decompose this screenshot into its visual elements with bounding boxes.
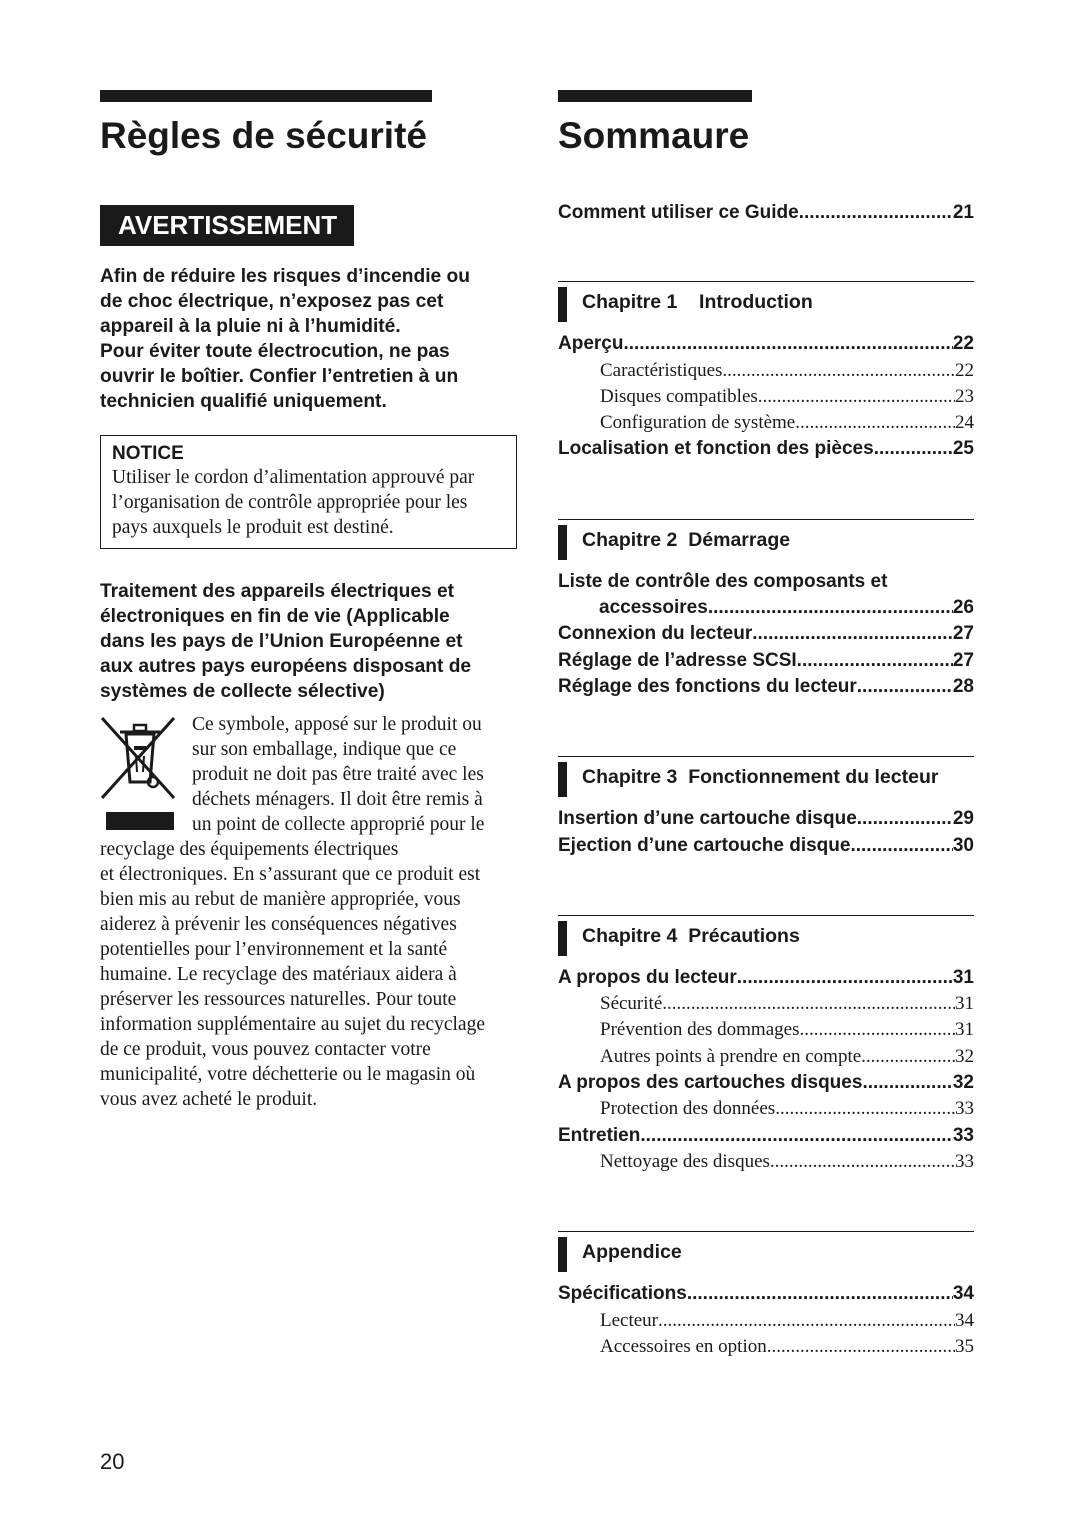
chapter-heading	[558, 281, 974, 323]
toc-subentry[interactable]: Sécurité ..... 31	[558, 991, 974, 1017]
chapter-marker	[558, 921, 567, 956]
toc-subentry[interactable]: Prévention des dommages ..... 31	[558, 1017, 974, 1043]
toc-entry[interactable]: Comment utiliser ce Guide ..... 21	[558, 200, 974, 226]
toc-entry[interactable]: Aperçu ..... 22	[558, 331, 974, 357]
chapter-title: Chapitre 1 Introduction	[582, 291, 813, 314]
chapter-marker	[558, 287, 567, 322]
toc-entry[interactable]: A propos des cartouches disques ..... 32	[558, 1070, 974, 1096]
toc-entry[interactable]: Liste de contrôle des composants et	[558, 570, 888, 592]
page-number: 20	[100, 1449, 125, 1474]
toc-entry[interactable]: A propos du lecteur ..... 31	[558, 965, 974, 991]
heading-rule	[100, 90, 432, 102]
toc-entry[interactable]: Ejection d’une cartouche disque ..... 30	[558, 833, 974, 859]
chapter-block	[558, 1231, 974, 1360]
chapter-title: Appendice	[582, 1241, 682, 1264]
chapter-marker	[558, 1237, 567, 1272]
toc-entry[interactable]: Localisation et fonction des pièces ..... 25	[558, 436, 974, 462]
warning-text: Afin de réduire les risques d’incendie ou de choc électrique, n’exposez pas cet appareil à la pluie ni à l’humidité. Pour éviter toute électrocution, ne pas ouvrir le boîtier. Confier l’entretien à un technicien qualifié uniquement.	[100, 266, 470, 412]
chapter-block	[558, 915, 974, 1175]
heading-rule	[558, 90, 752, 102]
toc-title: Sommaure	[558, 115, 750, 156]
chapter-heading	[558, 756, 974, 798]
chapter-list	[558, 281, 974, 1360]
toc-entry[interactable]: Réglage des fonctions du lecteur ..... 28	[558, 674, 974, 700]
toc-entry[interactable]: Connexion du lecteur ..... 27	[558, 621, 974, 647]
toc-entry[interactable]: Réglage de l’adresse SCSI ..... 27	[558, 648, 974, 674]
chapter-block	[558, 756, 974, 859]
chapter-marker	[558, 525, 567, 560]
toc-entry[interactable]: accessoires ..... 26	[558, 595, 974, 621]
toc-subentry[interactable]: Nettoyage des disques ..... 33	[558, 1149, 974, 1175]
chapter-title: Chapitre 2 Démarrage	[582, 528, 791, 551]
weee-heading: Traitement des appareils électriques et électroniques en fin de vie (Applicable dans les pays de l’Union Européenne et aux autres pays européens disposant de systèmes de collecte sélective)	[100, 581, 472, 702]
toc-subentry[interactable]: Lecteur ..... 34	[558, 1308, 974, 1334]
toc-entry[interactable]: Insertion d’une cartouche disque ..... 29	[558, 806, 974, 832]
crossed-bin-icon	[100, 712, 180, 837]
chapter-block	[558, 519, 974, 700]
toc-subentry[interactable]: Disques compatibles ..... 23	[558, 384, 974, 410]
chapter-block	[558, 281, 974, 462]
warning-label: AVERTISSEMENT	[100, 205, 354, 246]
toc-subentry[interactable]: Protection des données ..... 33	[558, 1096, 974, 1122]
safety-section	[100, 90, 518, 1112]
notice-box	[100, 435, 517, 549]
toc-subentry[interactable]: Autres points à prendre en compte ..... 32	[558, 1044, 974, 1070]
chapter-title: Chapitre 3 Fonctionnement du lecteur	[582, 766, 939, 789]
chapter-marker	[558, 762, 567, 797]
chapter-heading	[558, 1231, 974, 1273]
weee-body: Ce symbole, apposé sur le produit ou sur son emballage, indique que ce produit ne doit pas être traité avec les déchets ménagers. Il doit être remis à un point de collecte approprié pour le recyclage des équipements électriques et électroniques. En s’assurant que ce produit est bien mis au rebut de manière appropriée, vous aiderez à prévenir les conséquences négatives potentielles pour l’environnement et la santé humaine. Le recyclage des matériaux aidera à préserver les ressources naturelles. Pour toute information supplémentaire au sujet du recyclage de ce produit, vous pouvez contacter votre municipalité, votre déchetterie ou le magasin où vous avez acheté le produit.	[100, 714, 485, 1110]
notice-title: NOTICE	[112, 443, 184, 464]
toc-subentry[interactable]: Configuration de système ..... 24	[558, 410, 974, 436]
table-of-contents	[558, 90, 974, 1360]
toc-subentry[interactable]: Caractéristiques ..... 22	[558, 358, 974, 384]
chapter-heading	[558, 915, 974, 957]
toc-entry[interactable]: Spécifications ..... 34	[558, 1281, 974, 1307]
toc-subentry[interactable]: Accessoires en option ..... 35	[558, 1334, 974, 1360]
notice-text: Utiliser le cordon d’alimentation approuvé par l’organisation de contrôle appropriée pour les pays auxquels le produit est destiné.	[112, 467, 475, 538]
page-title: Règles de sécurité	[100, 115, 427, 156]
toc-entry[interactable]: Entretien ..... 33	[558, 1123, 974, 1149]
chapter-heading	[558, 519, 974, 561]
chapter-title: Chapitre 4 Précautions	[582, 924, 800, 947]
